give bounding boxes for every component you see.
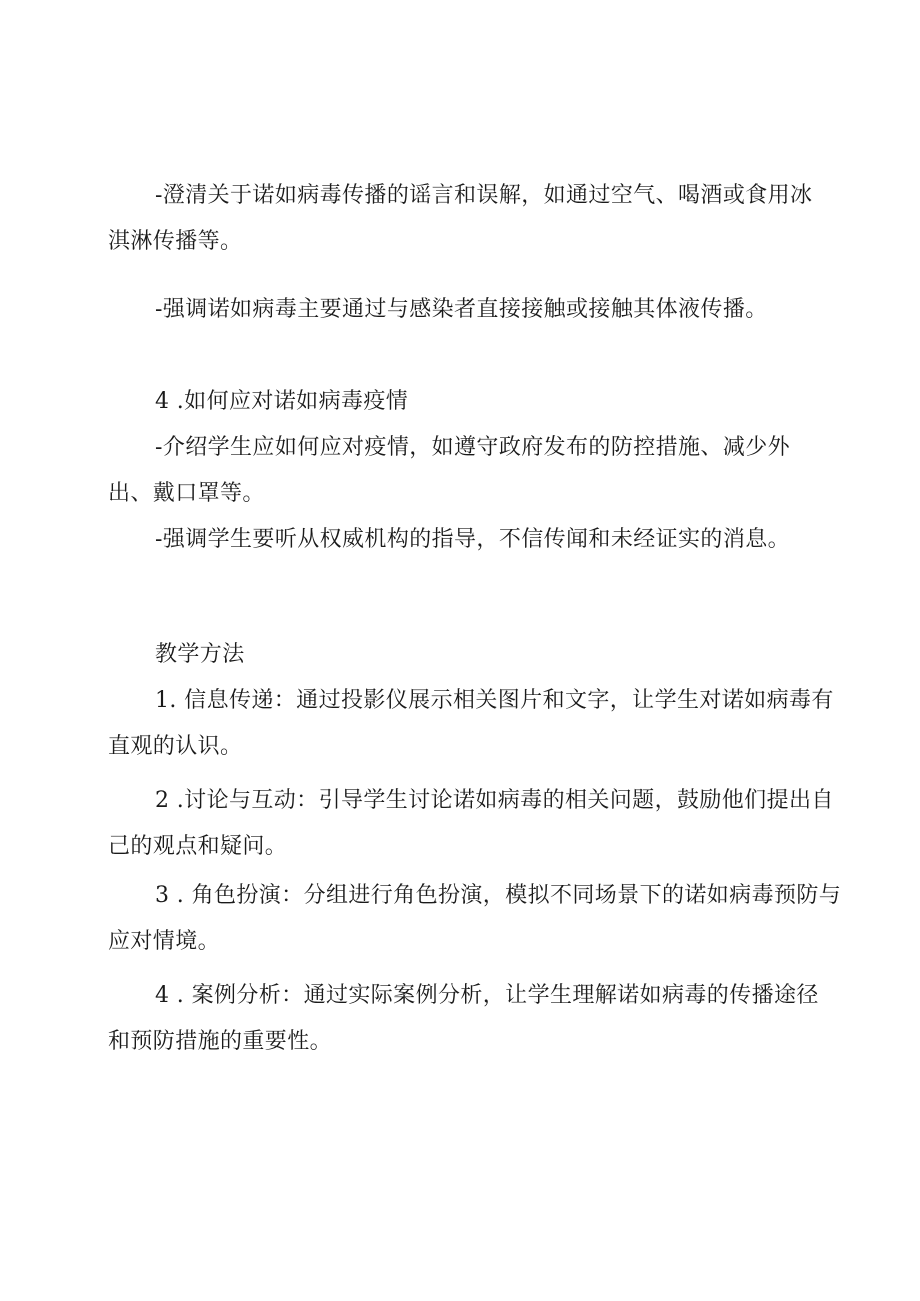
contact-paragraph: -强调诺如病毒主要通过与感染者直接接触或接触其体液传播。	[155, 297, 768, 322]
method-item-1-line-2: 直观的认识。	[108, 734, 243, 759]
method-item-3-line-2: 应对情境。	[108, 929, 221, 954]
method-item-3-line-1: 3 . 角色扮演：分组进行角色扮演，模拟不同场景下的诺如病毒预防与	[155, 883, 842, 908]
method-item-4-line-1: 4 . 案例分析：通过实际案例分析，让学生理解诺如病毒的传播途径	[155, 983, 819, 1008]
section-4-bullet-2: -强调学生要听从权威机构的指导，不信传闻和未经证实的消息。	[155, 527, 791, 552]
methods-heading: 教学方法	[155, 642, 245, 667]
method-item-2-line-2: 己的观点和疑问。	[108, 834, 288, 859]
rumor-paragraph-line-1: -澄清关于诺如病毒传播的谣言和误解，如通过空气、喝酒或食用冰	[155, 183, 813, 208]
method-item-2-line-1: 2 .讨论与互动：引导学生讨论诺如病毒的相关问题，鼓励他们提出自	[155, 788, 834, 813]
method-item-1-line-1: 1. 信息传递：通过投影仪展示相关图片和文字，让学生对诺如病毒有	[155, 688, 834, 713]
rumor-paragraph-line-2: 淇淋传播等。	[108, 229, 243, 254]
method-item-4-line-2: 和预防措施的重要性。	[108, 1029, 333, 1054]
section-4-bullet-1-line-1: -介绍学生应如何应对疫情，如遵守政府发布的防控措施、减少外	[155, 435, 791, 460]
section-4-bullet-1-line-2: 出、戴口罩等。	[108, 481, 265, 506]
section-4-title: 4 .如何应对诺如病毒疫情	[155, 389, 409, 414]
